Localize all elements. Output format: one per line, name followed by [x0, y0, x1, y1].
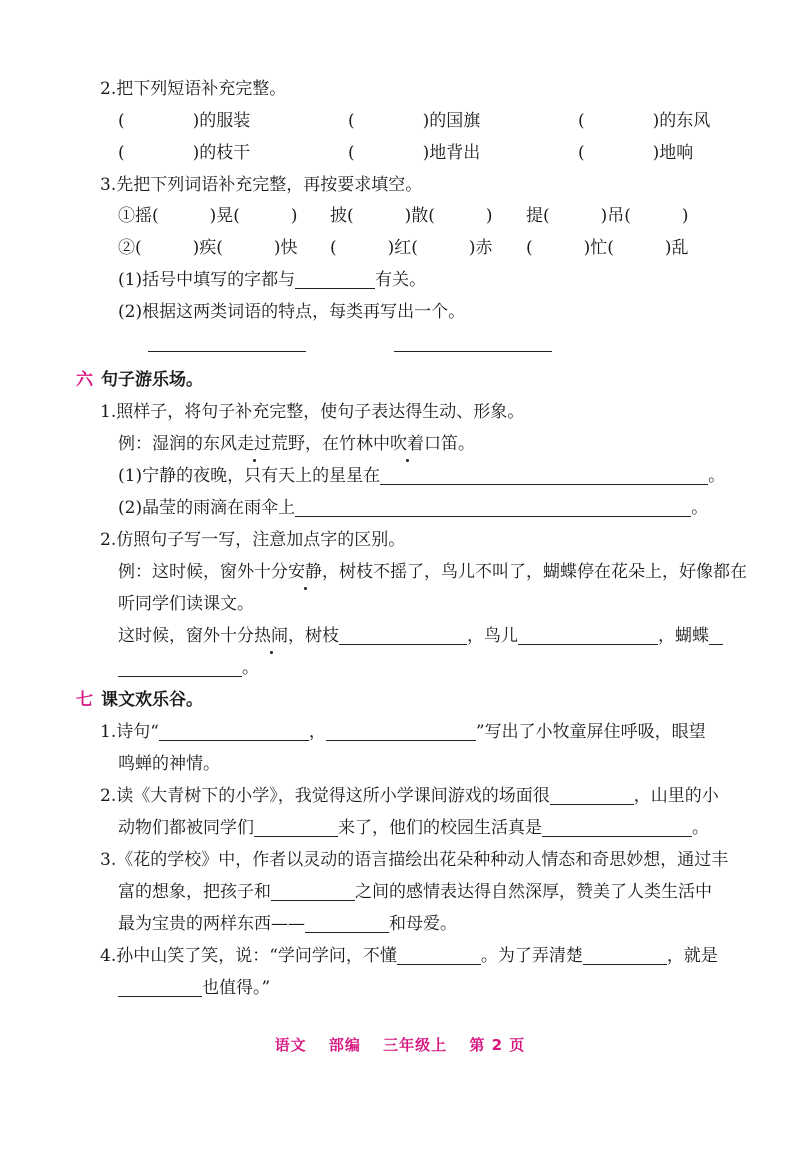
sec6-q1-title: 1.照样子，将句子补充完整，使句子表达得生动、形象。	[100, 402, 525, 422]
q3-word-group[interactable]: 披( )散( )	[330, 206, 493, 226]
q3-word-group[interactable]: ( )忙( )乱	[526, 238, 689, 258]
answer-blank[interactable]	[271, 882, 355, 901]
q2-title: 2.把下列短语补充完整。	[100, 79, 287, 99]
q2-phrase[interactable]: ( )地响	[578, 143, 694, 163]
answer-blank[interactable]	[148, 350, 306, 352]
q3-word-group[interactable]: ( )红( )赤	[330, 238, 493, 258]
answer-blank[interactable]	[118, 978, 202, 997]
sec7-q1-line-2: 鸣蝉的神情。	[118, 754, 220, 774]
section-6-heading: 六 句子游乐场。	[76, 370, 203, 390]
q2-phrase[interactable]: ( )的枝干	[118, 143, 251, 163]
page-footer	[0, 1034, 800, 1055]
sec7-q1-line-1: 1.诗句“ ， ”写出了小牧童屏住呼吸，眼望	[100, 722, 706, 742]
q2-phrase[interactable]: ( )的国旗	[348, 111, 481, 131]
answer-blank[interactable]	[295, 498, 691, 517]
footer-edition: 部编	[328, 1036, 361, 1054]
q3-sub1: (1)括号中填写的字都与 有关。	[118, 270, 427, 290]
q2-phrase[interactable]: ( )的东风	[578, 111, 711, 131]
answer-blank[interactable]	[518, 626, 658, 645]
sec6-q2-example-line-1: 例：这时候，窗外十分安静，树枝不摇了，鸟儿不叫了，蝴蝶停在花朵上，好像都在	[118, 562, 747, 582]
answer-blank[interactable]	[159, 722, 309, 741]
footer-subject: 语文	[274, 1036, 307, 1054]
answer-blank[interactable]	[295, 270, 375, 289]
q3-sub2: (2)根据这两类词语的特点，每类再写出一个。	[118, 302, 466, 322]
answer-blank[interactable]	[550, 786, 634, 805]
sec6-q2-answer-line-1: 这时候，窗外十分热闹，树枝 ，鸟儿 ，蝴蝶	[118, 625, 723, 647]
sec7-q2-line-2: 动物们都被同学们 来了，他们的校园生活真是 。	[118, 818, 709, 838]
sec7-q3-line-1: 3.《花的学校》中，作者以灵动的语言描绘出花朵种种动人情态和奇思妙想，通过丰	[100, 850, 729, 870]
footer-page-number: 第 2 页	[469, 1036, 526, 1054]
answer-blank[interactable]	[394, 350, 552, 352]
sec6-q2-example-line-2: 听同学们读课文。	[118, 594, 254, 614]
answer-blank[interactable]	[542, 818, 692, 837]
q3-title: 3.先把下列词语补充完整，再按要求填空。	[100, 175, 423, 195]
sec6-q2-title: 2.仿照句子写一写，注意加点字的区别。	[100, 530, 406, 550]
q3-word-group[interactable]: ②( )疾( )快	[118, 238, 298, 258]
sec7-q2-line-1: 2.读《大青树下的小学》，我觉得这所小学课间游戏的场面很 ，山里的小	[100, 786, 719, 806]
footer-grade: 三年级上	[383, 1036, 448, 1054]
answer-blank[interactable]	[118, 658, 242, 677]
sec6-q1-item-1: (1)宁静的夜晚，只有天上的星星在 。	[118, 466, 726, 486]
answer-blank[interactable]	[339, 626, 467, 645]
sec6-q1-example: 例：湿润的东风走过荒野，在竹林中吹着口笛。	[118, 434, 475, 454]
answer-blank[interactable]	[583, 946, 667, 965]
sec7-q3-line-2: 富的想象，把孩子和 之间的感情表达得自然深厚，赞美了人类生活中	[118, 882, 712, 902]
answer-blank[interactable]	[397, 946, 481, 965]
q3-word-group[interactable]: ①摇( )晃( )	[118, 206, 298, 226]
sec7-q4-line-1: 4.孙中山笑了笑，说：“学问学问，不懂 。为了弄清楚 ，就是	[100, 946, 718, 966]
answer-blank[interactable]	[709, 626, 723, 645]
q3-word-group[interactable]: 提( )吊( )	[526, 206, 689, 226]
sec6-q1-item-2: (2)晶莹的雨滴在雨伞上 。	[118, 498, 709, 518]
q2-phrase[interactable]: ( )地背出	[348, 143, 481, 163]
sec7-q3-line-3: 最为宝贵的两样东西—— 和母爱。	[118, 914, 457, 934]
answer-blank[interactable]	[380, 466, 708, 485]
answer-blank[interactable]	[254, 818, 338, 837]
sec7-q4-line-2: 也值得。”	[118, 977, 270, 999]
answer-blank[interactable]	[305, 914, 389, 933]
sec6-q2-answer-line-2: 。	[118, 657, 259, 679]
q2-phrase[interactable]: ( )的服装	[118, 111, 251, 131]
section-7-heading: 七 课文欢乐谷。	[76, 690, 203, 710]
answer-blank[interactable]	[326, 722, 476, 741]
